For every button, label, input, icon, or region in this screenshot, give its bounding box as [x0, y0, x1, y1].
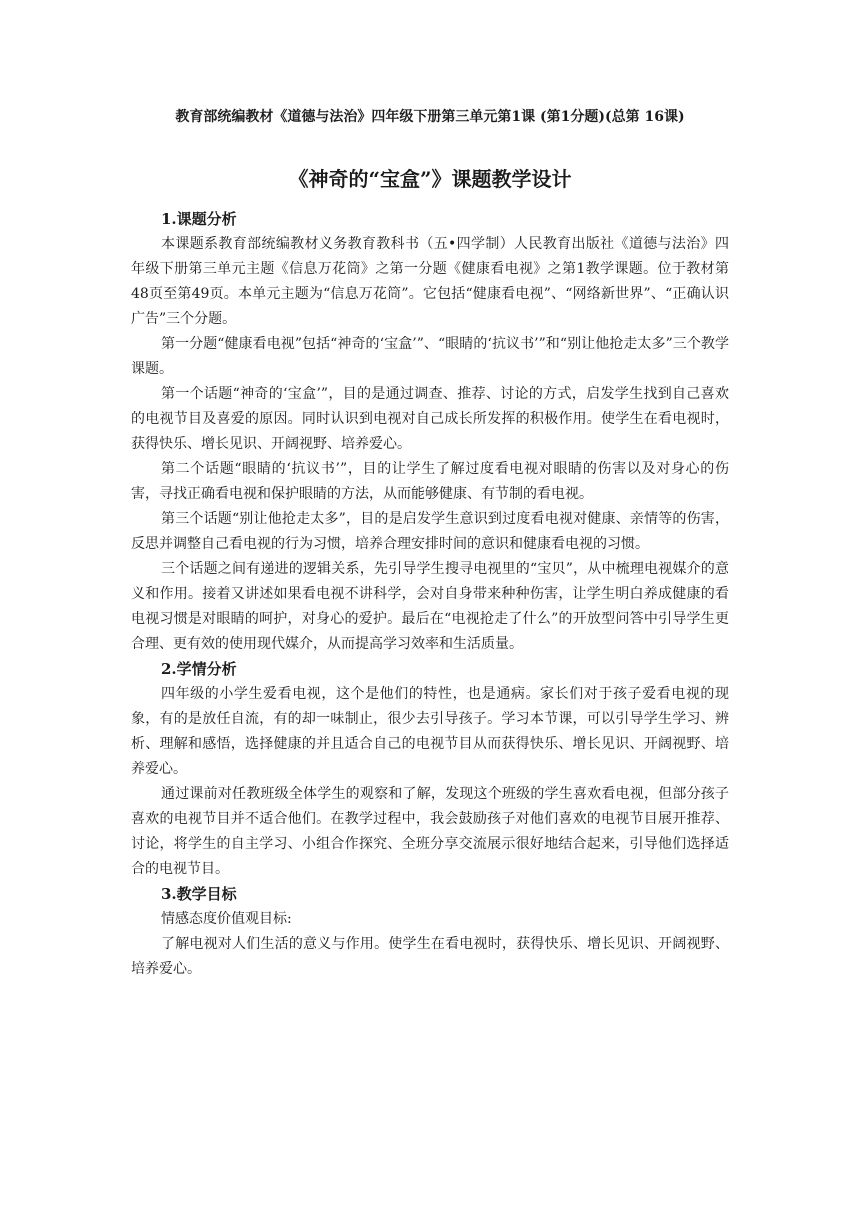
section-analysis: [131, 207, 729, 657]
paragraph: 本课题系教育部统编教材义务教育教科书（五•四学制）人民教育出版社《道德与法治》四年级下册第三单元主题《信息万花筒》之第一分题《健康看电视》之第1教学课题。位于教材第48页至第49页。本单元主题为“信息万花筒”。它包括“健康看电视”、“网络新世界”、“正确认识广告”三个分题。: [131, 236, 729, 327]
document-title: 《神奇的“宝盒”》课题教学设计: [288, 167, 572, 191]
document-body: [131, 207, 729, 982]
paragraph: 情感态度价值观目标:: [161, 911, 292, 927]
paragraph: 第二个话题“眼睛的‘抗议书’”，目的让学生了解过度看电视对眼睛的伤害以及对身心的伤害，寻找正确看电视和保护眼睛的方法，从而能够健康、有节制的看电视。: [131, 461, 729, 502]
paragraph: 三个话题之间有递进的逻辑关系，先引导学生搜寻电视里的“宝贝”，从中梳理电视媒介的意义和作用。接着又讲述如果看电视不讲科学，会对自身带来种种伤害，让学生明白养成健康的看电视习惯是对眼睛的呵护，对身心的爱护。最后在“电视抢走了什么”的开放型问答中引导学生更合理、更有效的使用现代媒介，从而提高学习效率和生活质量。: [131, 561, 729, 652]
section-teaching-goals: [131, 882, 729, 982]
paragraph: 了解电视对人们生活的意义与作用。使学生在看电视时，获得快乐、增长见识、开阔视野、培养爱心。: [131, 936, 729, 977]
paragraph: 第一分题“健康看电视”包括“神奇的‘宝盒’”、“眼睛的‘抗议书’”和“别让他抢走太多”三个教学课题。: [131, 336, 729, 377]
section-student-analysis: [131, 657, 729, 882]
paragraph: 第一个话题“神奇的‘宝盒’”，目的是通过调查、推荐、讨论的方式，启发学生找到自己喜欢的电视节目及喜爱的原因。同时认识到电视对自己成长所发挥的积极作用。使学生在看电视时，获得快乐、增长见识、开阔视野、培养爱心。: [131, 386, 729, 452]
paragraph: 通过课前对任教班级全体学生的观察和了解，发现这个班级的学生喜欢看电视，但部分孩子喜欢的电视节目并不适合他们。在教学过程中，我会鼓励孩子对他们喜欢的电视节目展开推荐、讨论，将学生的自主学习、小组合作探究、全班分享交流展示很好地结合起来，引导他们选择适合的电视节目。: [131, 786, 729, 877]
section-heading: 3.教学目标: [161, 885, 237, 903]
paragraph: 第三个话题“别让他抢走太多”，目的是启发学生意识到过度看电视对健康、亲情等的伤害，反思并调整自己看电视的行为习惯，培养合理安排时间的意识和健康看电视的习惯。: [131, 511, 729, 552]
section-heading: 1.课题分析: [161, 210, 237, 228]
course-header: 教育部统编教材《道德与法治》四年级下册第三单元第1课 (第1分题)(总第 16课): [175, 109, 685, 125]
paragraph: 四年级的小学生爱看电视，这个是他们的特性，也是通病。家长们对于孩子爱看电视的现象，有的是放任自流，有的却一味制止，很少去引导孩子。学习本节课，可以引导学生学习、辨析、理解和感悟，选择健康的并且适合自己的电视节目从而获得快乐、增长见识、开阔视野、培养爱心。: [131, 686, 729, 777]
section-heading: 2.学情分析: [161, 660, 237, 678]
